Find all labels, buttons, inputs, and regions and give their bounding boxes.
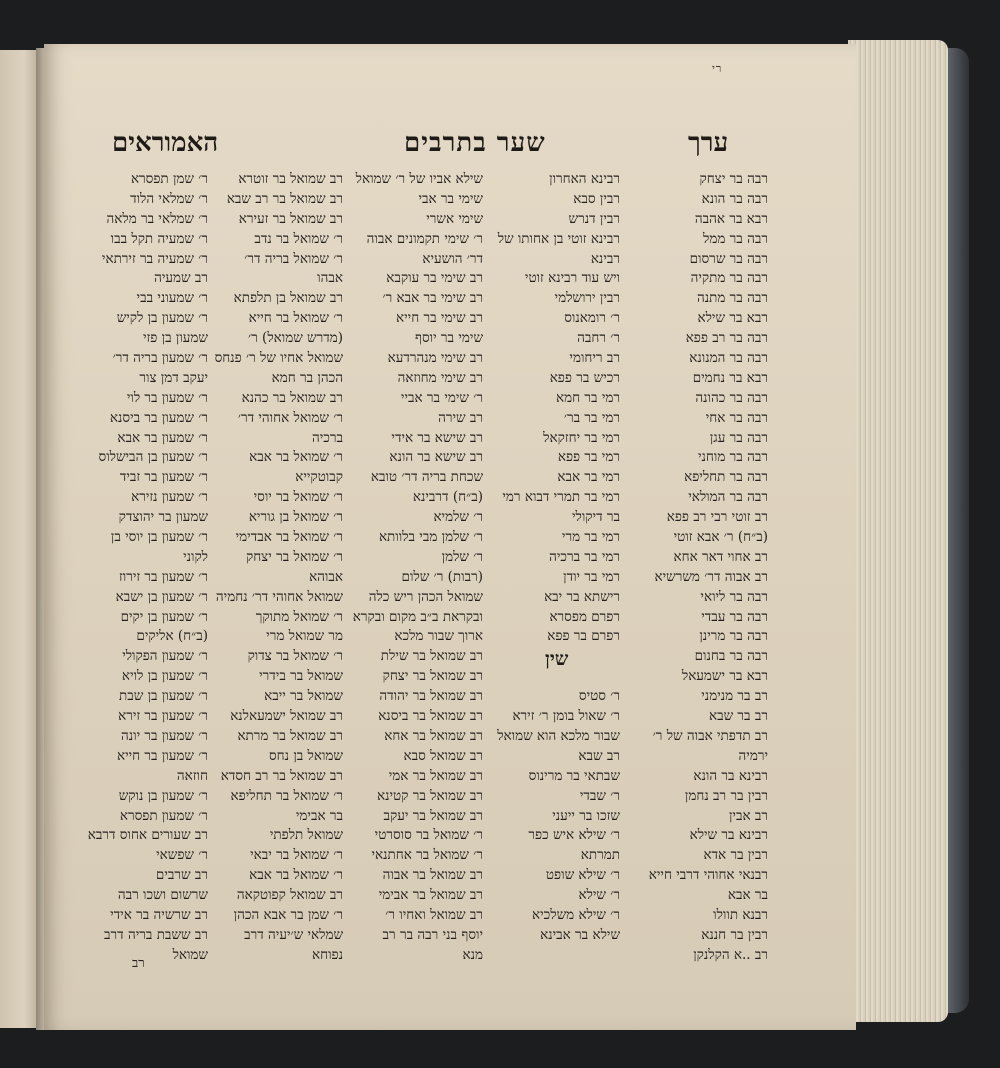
- entry-line: שמואל אחיו של ר׳ פנחס: [214, 350, 343, 367]
- entry-line: ר׳ שמואל בר אבדימי: [235, 529, 343, 546]
- entry-line: (ב״ח) דרבינא: [412, 489, 483, 506]
- entry-line: ויש עוד רבינא זוטי: [524, 270, 620, 287]
- entry-line: רמי בר ברכיה: [549, 548, 620, 565]
- entry-line: רבא בר שילא: [697, 310, 768, 327]
- entry-line: ר׳ שמעון בר ביסנא: [109, 409, 208, 426]
- entry-line: רבינא בר הונא: [693, 767, 768, 784]
- entry-line: דר׳ הושעיא: [422, 250, 483, 267]
- entry-line: רבה בר אחי: [705, 409, 768, 426]
- entry-line: שימי אשרי: [426, 210, 483, 227]
- entry-line: ר׳ שילא: [578, 887, 620, 904]
- entry-line: ר׳ שימי תקמונים אבוה: [366, 230, 483, 247]
- entry-line: יוסף בני רבה בר רב: [382, 926, 483, 943]
- entry-line: שמעון בר יהוצדק: [118, 509, 208, 526]
- entry-line: ר׳ שמואל בר צדוק: [247, 648, 343, 665]
- entry-line: שימי בר אבי: [418, 190, 483, 207]
- entry-line: ר׳ שמואל אחוהי דר׳: [237, 409, 343, 426]
- folio-mark: רי: [712, 62, 723, 75]
- entry-line: שמואל הכהן ריש כלה: [368, 588, 483, 605]
- entry-line: ר׳ שמעון בריה דר׳: [112, 350, 208, 367]
- entry-line: ר׳ שמעון בר חייא: [116, 747, 208, 764]
- entry-line: רבא בר נחמים: [692, 369, 768, 386]
- entry-line: רב זוטי רבי רב פפא: [666, 509, 768, 526]
- entry-line: ר׳ שמואל בר אחתנאי: [371, 847, 483, 864]
- entry-line: ר׳ שמעון בן לויא: [121, 668, 208, 685]
- entry-line: רב שמואל בר מרתא: [237, 727, 343, 744]
- entry-line: ר׳ שמואל בר סוסרטי: [374, 827, 483, 844]
- entry-line: רב שימי מחוזאה: [397, 369, 483, 386]
- entry-line: רב שמואל ישמעאלנא: [230, 708, 343, 725]
- entry-line: רב שמואל בר יצחק: [382, 668, 483, 685]
- entry-line: רב שמואל סבא: [403, 747, 483, 764]
- entry-line: מר שמואל מרי: [266, 628, 343, 645]
- entry-line: הכהן בר חמא: [271, 369, 343, 386]
- entry-line: אבהו: [317, 270, 343, 287]
- entry-line: לקוני: [183, 548, 208, 565]
- heading-left: האמוראים: [112, 128, 219, 158]
- entry-line: תמרתא: [580, 847, 620, 864]
- entry-line: רב שמואל בר רב שבא: [226, 190, 343, 207]
- entry-line: שמואל אחוהי דר׳ נחמיה: [215, 588, 343, 605]
- entry-line: רב שמואל בר זעירא: [238, 210, 343, 227]
- entry-line: ר׳ שמעון בר זירוז: [118, 568, 208, 585]
- entry-line: רב שמעיה: [154, 270, 208, 287]
- entry-line: שמואל: [172, 946, 208, 963]
- entry-line: [488, 647, 620, 667]
- entry-line: שרשום ושכו רבה: [117, 887, 208, 904]
- entry-line: ר׳ שמואל בר אבא: [249, 867, 343, 884]
- entry-line: שמואל בן נחס: [268, 747, 343, 764]
- entry-line: רב שישא בר אידי: [391, 429, 483, 446]
- entry-line: ר׳ שלמן: [441, 548, 483, 565]
- entry-line: רבינא בר שילא: [689, 827, 768, 844]
- entry-line: רבה בר יצחק: [699, 171, 768, 187]
- entry-line: ר׳ שמעון בר זביד: [119, 469, 208, 486]
- entry-line: ברכיה: [311, 429, 343, 446]
- entry-line: ובקראת ב״ב מקום ובקרא: [352, 608, 483, 625]
- entry-line: רמי בר יחזקאל: [543, 429, 620, 446]
- heading-right: ערך: [688, 128, 729, 158]
- entry-line: רבין ירושלמי: [554, 290, 620, 307]
- entry-line: שמלאי ש׳יעיה דרב: [244, 926, 343, 943]
- entry-line: ר׳ שמעון נזירא: [131, 489, 208, 506]
- entry-line: שילא בר אבינא: [540, 926, 620, 943]
- entry-line: ר׳ שמעון בר אבא: [117, 429, 208, 446]
- entry-line: רבה בר מוחני: [698, 449, 768, 466]
- entry-line: רבה בר הונא: [701, 190, 768, 207]
- entry-line: (ב״ח) ר׳ אבא זוטי: [673, 529, 768, 546]
- entry-line: ר׳ שמלאי בר מלאה: [106, 210, 208, 227]
- entry-line: רב שמואל בר כהנא: [241, 389, 343, 406]
- entry-line: רב שמואל בר זוטרא: [238, 171, 343, 187]
- entry-line: רבה בר מרינן: [699, 628, 768, 645]
- entry-line: שמואל בר ייבא: [264, 688, 343, 705]
- entry-line: רב אבוה דר׳ משרשיא: [654, 568, 768, 585]
- entry-line: רבין בר חננא: [701, 926, 768, 943]
- entry-line: רמי בר אבא: [557, 469, 620, 486]
- entry-line: רמי בר מרי: [561, 529, 620, 546]
- entry-line: רב שמואל בר אמי: [388, 767, 483, 784]
- entry-line: רבנא תוולו: [713, 906, 768, 923]
- entry-line: רבה בר עגן: [709, 429, 768, 446]
- entry-line: ר׳ שמעיה תקל בבו: [110, 230, 208, 247]
- entry-line: קבוטקייא: [295, 469, 343, 486]
- entry-line: (רבות) ר׳ שלום: [401, 568, 483, 585]
- entry-line: רב שמואל בר שילת: [380, 648, 483, 665]
- entry-line: שזכו בר ייעני: [552, 807, 620, 824]
- entry-line: שבור מלכא הוא שמואל: [497, 727, 620, 744]
- entry-line: ר׳ שמעון בן לקיש: [116, 310, 208, 327]
- entry-line: [488, 667, 620, 687]
- entry-line: רב שימי בר עוקבא: [386, 270, 483, 287]
- entry-line: ר׳ שמעון בר יונה: [120, 727, 208, 744]
- entry-line: רב שמואל בר יעקב: [383, 807, 483, 824]
- entry-line: רב אחוי דאר אחא: [673, 548, 768, 565]
- entry-line: רב שמואל קפוטקאה: [236, 887, 343, 904]
- entry-line: רבה בר כהונה: [695, 389, 768, 406]
- entry-line: רבה בר שרסום: [689, 250, 768, 267]
- entry-line: ר׳ שמואל בר יצחק: [245, 548, 343, 565]
- entry-line: רמי בר תמרי דבוא רמי: [502, 489, 620, 506]
- entry-line: רב ריחומי: [569, 350, 620, 367]
- entry-line: רב שמואל בר אחא: [384, 727, 483, 744]
- entry-line: ר׳ שמעון בן יוסי בן: [110, 529, 208, 546]
- entry-line: רבינא האחרון: [549, 171, 620, 187]
- entry-line: רבה בר מתנה: [696, 290, 768, 307]
- entry-line: ר׳ שמעיה בר זירתאי: [101, 250, 208, 267]
- entry-line: מנא: [462, 946, 483, 963]
- entry-line: רבה בר בחנום: [694, 648, 768, 665]
- entry-line: רב שישא בר הונא: [389, 449, 483, 466]
- entry-line: ר׳ שמואל בר אבא: [249, 449, 343, 466]
- entry-line: רכיש בר פפא: [549, 369, 620, 386]
- entry-line: רב שרבים: [155, 867, 208, 884]
- entry-line: רב שעורים אחוס דרבא: [87, 827, 208, 844]
- entry-line: ר׳ שמואל בר חייא: [248, 310, 343, 327]
- entry-line: ר׳ שמואל בן גוריא: [248, 509, 343, 526]
- entry-line: רבה בר המולאי: [688, 489, 768, 506]
- entry-line: רבינא: [590, 250, 620, 267]
- entry-line: רישתא בר יבא: [544, 588, 620, 605]
- entry-line: שמעון בן פזי: [142, 330, 208, 347]
- entry-line: רמי בר בר׳: [563, 409, 620, 426]
- entry-line: ר׳ שמלאי הלוד: [130, 190, 208, 207]
- entry-line: רבה בר ממל: [703, 230, 768, 247]
- subheading-shin: שין: [545, 648, 569, 670]
- entry-line: רבא בר אהבה: [694, 210, 768, 227]
- entry-line: ר׳ שמעון הפקולי: [122, 648, 208, 665]
- entry-line: רב שמואל בן תלפתא: [233, 290, 343, 307]
- entry-line: רבה בר עבדי: [701, 608, 768, 625]
- entry-line: ר׳ שימי בר אביי: [400, 389, 483, 406]
- entry-line: רבנאי אחוהי דרבי חייא: [648, 867, 768, 884]
- entry-line: ר׳ שמואל בריה דר׳: [244, 250, 343, 267]
- entry-line: רבה בר המנונא: [689, 350, 768, 367]
- entry-line: ר׳ רומאנוס: [564, 310, 620, 327]
- catchword: רב: [132, 956, 145, 971]
- entry-line: יעקב דמן צור: [139, 369, 208, 386]
- heading-center: שער בתרבים: [404, 128, 546, 158]
- entry-line: רפרם בר פפא: [547, 628, 620, 645]
- entry-line: ר׳ שילא משלכיא: [532, 906, 620, 923]
- entry-line: חוזאה: [176, 767, 208, 784]
- entry-line: ר׳ שמעון בר לוי: [126, 389, 208, 406]
- entry-line: שימי בר יוסף: [414, 330, 483, 347]
- entry-line: ר׳ שמן תפסרא: [130, 171, 208, 187]
- entry-line: (ב״ח) אליקים: [136, 628, 208, 645]
- entry-line: ירמיה: [738, 747, 768, 764]
- entry-line: רב שרשיה בר אידי: [110, 906, 208, 923]
- entry-line: רמי בר חמא: [556, 389, 620, 406]
- entry-line: (מדרש שמואל) ר׳: [248, 330, 343, 347]
- entry-line: ר׳ שמואל בר נדב: [254, 230, 343, 247]
- left-page-edge: [0, 50, 40, 1028]
- entry-line: רמי בר יודן: [563, 568, 620, 585]
- entry-line: ר׳ סטיס: [578, 688, 620, 705]
- entry-line: רב שמואל בר רב חסדא: [220, 767, 343, 784]
- entry-line: שילא אביו של ר׳ שמואל: [355, 171, 483, 187]
- entry-line: רבה בר תחליפא: [684, 469, 768, 486]
- entry-line: ר׳ שמעון בר זירא: [118, 708, 208, 725]
- entry-line: ר׳ שילא איש כפר: [528, 827, 620, 844]
- entry-line: רב ..א הקלנקן: [693, 946, 768, 963]
- entry-line: רב שמואל בר קטינא: [377, 787, 483, 804]
- entry-line: ר׳ שמעוני בבי: [136, 290, 208, 307]
- entry-line: ר׳ שמעון בן נוקש: [118, 787, 208, 804]
- entry-line: ר׳ שמעון בן ישבא: [115, 588, 208, 605]
- entry-line: רפרם מפסרא: [549, 608, 620, 625]
- entry-line: רבין סבא: [573, 190, 620, 207]
- entry-line: שמואל תלפתי: [269, 827, 343, 844]
- entry-line: ר׳ שמעון בן הבישלוס: [98, 449, 208, 466]
- text-column-5: [72, 170, 208, 966]
- entry-line: בר אבימי: [295, 807, 343, 824]
- entry-line: רב שירה: [438, 409, 483, 426]
- entry-line: רב שמואל בר אבימי: [378, 887, 483, 904]
- text-column-4: [205, 170, 343, 966]
- entry-line: רב שבא: [578, 747, 620, 764]
- text-column-1: [640, 170, 768, 966]
- entry-line: רב בר שבא: [708, 708, 768, 725]
- entry-line: ר׳ שמואל בר תחליפא: [230, 787, 343, 804]
- entry-line: רב שימי בר חייא: [396, 310, 483, 327]
- entry-line: רבין בר רב נחמן: [684, 787, 768, 804]
- entry-line: ר׳ שאול בומן ר׳ זירא: [512, 708, 620, 725]
- entry-line: בר דיקולי: [572, 509, 620, 526]
- entry-line: ר׳ שבדי: [579, 787, 620, 804]
- entry-line: ר׳ שפשאי: [156, 847, 208, 864]
- entry-line: שבתאי בר מרינוס: [528, 767, 620, 784]
- entry-line: רבין דנרש: [568, 210, 620, 227]
- entry-line: רבה בר מתקיה: [690, 270, 768, 287]
- entry-line: רב אבין: [728, 807, 768, 824]
- entry-line: ר׳ שמן בר אבא הכהן: [233, 906, 343, 923]
- entry-line: רבינא זוטי בן אחותו של: [497, 230, 620, 247]
- text-column-3: [345, 170, 483, 966]
- entry-line: רב שמואל ואחיו ר׳: [385, 906, 483, 923]
- entry-line: ר׳ שילא שופט: [545, 867, 620, 884]
- entry-line: ר׳ שלמיא: [433, 509, 483, 526]
- entry-line: אבוהא: [309, 568, 343, 585]
- entry-line: נפוחא: [311, 946, 343, 963]
- entry-line: שכחת בריה דר׳ טובא: [370, 469, 483, 486]
- entry-line: רבה בר רב פפא: [685, 330, 768, 347]
- entry-line: ר׳ שמואל מתוקך: [255, 608, 343, 625]
- entry-line: רב שמואל בר ביסנא: [378, 708, 483, 725]
- entry-line: רב שמואל בר אבוה: [382, 867, 483, 884]
- entry-line: ר׳ רחבה: [577, 330, 620, 347]
- entry-line: רמי בר פפא: [557, 449, 620, 466]
- entry-line: רב שמואל בר יהודה: [379, 688, 483, 705]
- text-column-2: [488, 170, 620, 946]
- entry-line: שמואל בר בידרי: [259, 668, 343, 685]
- entry-line: ר׳ שלמן מבי בלוותא: [378, 529, 483, 546]
- entry-line: ר׳ שמואל בר יבאי: [250, 847, 343, 864]
- entry-line: רב ששבת בריה דרב: [104, 926, 208, 943]
- entry-line: ארוך שבור מלכא: [394, 628, 483, 645]
- entry-line: רב תדפתי אבוה של ר׳: [652, 727, 768, 744]
- entry-line: בר אבא: [727, 887, 768, 904]
- entry-line: רבה בר ליואי: [700, 588, 768, 605]
- entry-line: ר׳ שמעון בן שבת: [119, 688, 208, 705]
- entry-line: רב בר מנימני: [701, 688, 768, 705]
- entry-line: רבא בר ישמעאל: [681, 668, 768, 685]
- entry-line: ר׳ שמעון תפסרא: [119, 807, 208, 824]
- page-fore-edge: [848, 40, 948, 1022]
- entry-line: רב שימי בר אבא ר׳: [382, 290, 483, 307]
- entry-line: רבין בר אדא: [703, 847, 768, 864]
- entry-line: ר׳ שמואל בר יוסי: [253, 489, 343, 506]
- entry-line: ר׳ שמעון בן יקים: [120, 608, 208, 625]
- entry-line: רב שימי מנהרדעא: [387, 350, 483, 367]
